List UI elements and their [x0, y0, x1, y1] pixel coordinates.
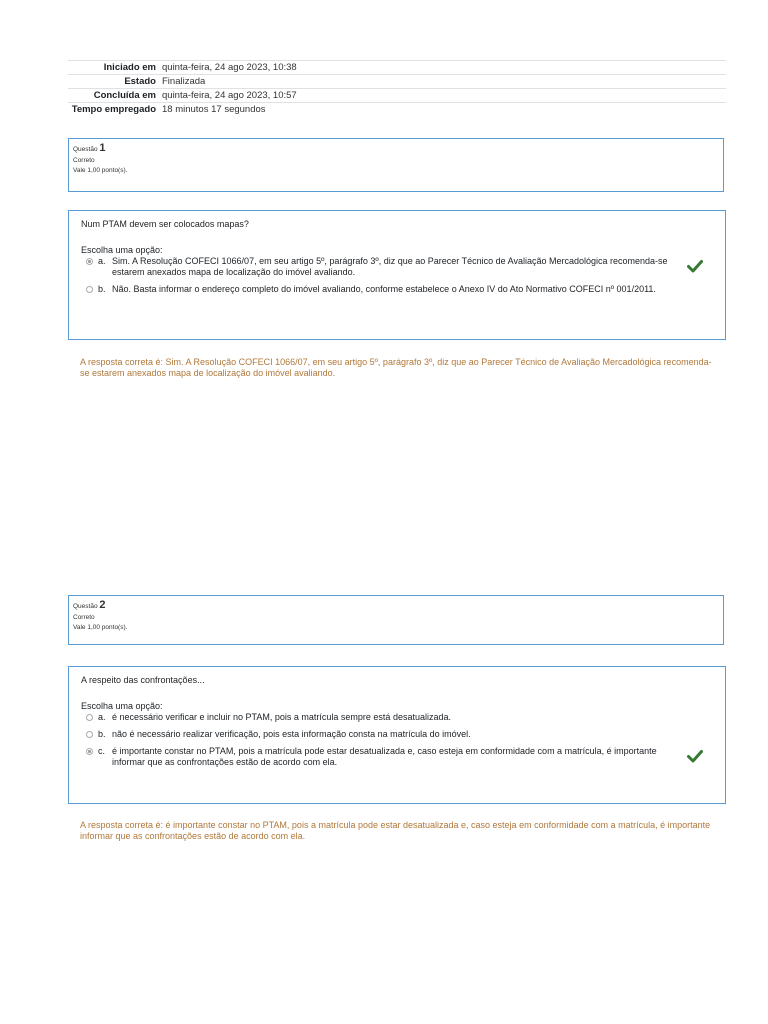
- summary-label: Tempo empregado: [71, 104, 156, 115]
- question-info-1: [68, 138, 724, 192]
- choice-prompt: Escolha uma opção:: [81, 245, 163, 255]
- summary-row-started: [68, 60, 726, 74]
- radio-button[interactable]: [86, 731, 93, 738]
- radio-button[interactable]: [86, 714, 93, 721]
- check-icon: [687, 259, 703, 273]
- summary-value: Finalizada: [162, 76, 206, 87]
- option-a[interactable]: [81, 712, 713, 723]
- summary-row-state: [68, 74, 726, 88]
- radio-button[interactable]: [86, 748, 93, 755]
- summary-value: quinta-feira, 24 ago 2023, 10:57: [162, 90, 297, 101]
- summary-value: 18 minutos 17 segundos: [162, 104, 266, 115]
- option-letter: a.: [98, 256, 106, 266]
- summary-row-time: [68, 102, 726, 117]
- summary-label: Iniciado em: [103, 62, 156, 73]
- option-b[interactable]: [81, 284, 713, 295]
- option-text: Sim. A Resolução COFECI 1066/07, em seu artigo 5º, parágrafo 3º, diz que ao Parecer Técnico de Avaliação Mercadológica recomenda-se estarem anexados mapa de localização do imóvel avaliando.: [112, 256, 668, 277]
- question-number-value: 1: [99, 142, 106, 154]
- option-a[interactable]: [81, 256, 713, 278]
- question-number: [73, 599, 719, 611]
- right-answer-feedback: A resposta correta é: é importante constar no PTAM, pois a matrícula pode estar desatualizada e, caso esteja em conformidade com a matrícula, é importante informar que as confrontações estão de acordo com ela.: [80, 820, 711, 841]
- option-letter: c.: [98, 746, 106, 756]
- question-text: A respeito das confrontações...: [81, 675, 205, 685]
- summary-value: quinta-feira, 24 ago 2023, 10:38: [162, 62, 297, 73]
- summary-label: Concluída em: [93, 90, 156, 101]
- question-content-2: [68, 666, 726, 804]
- question-number-value: 2: [99, 599, 106, 611]
- option-b[interactable]: [81, 729, 713, 740]
- option-text: é necessário verificar e incluir no PTAM, pois a matrícula sempre está desatualizada.: [112, 712, 451, 722]
- option-text: não é necessário realizar verificação, pois esta informação consta na matrícula do imóvel.: [112, 729, 471, 739]
- question-text: Num PTAM devem ser colocados mapas?: [81, 219, 249, 229]
- option-letter: b.: [98, 729, 106, 739]
- question-content-1: [68, 210, 726, 340]
- question-info-2: [68, 595, 724, 645]
- question-status: Correto: [73, 614, 95, 621]
- question-prefix: Questão: [73, 146, 98, 153]
- question-status: Correto: [73, 157, 95, 164]
- right-answer-feedback: A resposta correta é: Sim. A Resolução COFECI 1066/07, em seu artigo 5º, parágrafo 3º, diz que ao Parecer Técnico de Avaliação Mercadológica recomenda-se estarem anexados mapa de localização do imóvel avaliando.: [80, 357, 712, 378]
- summary-row-completed: [68, 88, 726, 102]
- question-prefix: Questão: [73, 603, 98, 610]
- choice-prompt: Escolha uma opção:: [81, 701, 163, 711]
- question-number: [73, 142, 719, 154]
- summary-label: Estado: [124, 76, 156, 87]
- option-text: é importante constar no PTAM, pois a matrícula pode estar desatualizada e, caso esteja em conformidade com a matrícula, é importante informar que as confrontações estão de acordo com ela.: [112, 746, 657, 767]
- option-text: Não. Basta informar o endereço completo do imóvel avaliando, conforme estabelece o Anexo IV do Ato Normativo COFECI nº 001/2011.: [112, 284, 656, 294]
- option-c[interactable]: [81, 746, 713, 768]
- question-grade: Vale 1,00 ponto(s).: [73, 167, 128, 174]
- check-icon: [687, 749, 703, 763]
- option-letter: a.: [98, 712, 106, 722]
- radio-button[interactable]: [86, 258, 93, 265]
- option-letter: b.: [98, 284, 106, 294]
- attempt-summary: [68, 60, 726, 117]
- radio-button[interactable]: [86, 286, 93, 293]
- question-grade: Vale 1,00 ponto(s).: [73, 624, 128, 631]
